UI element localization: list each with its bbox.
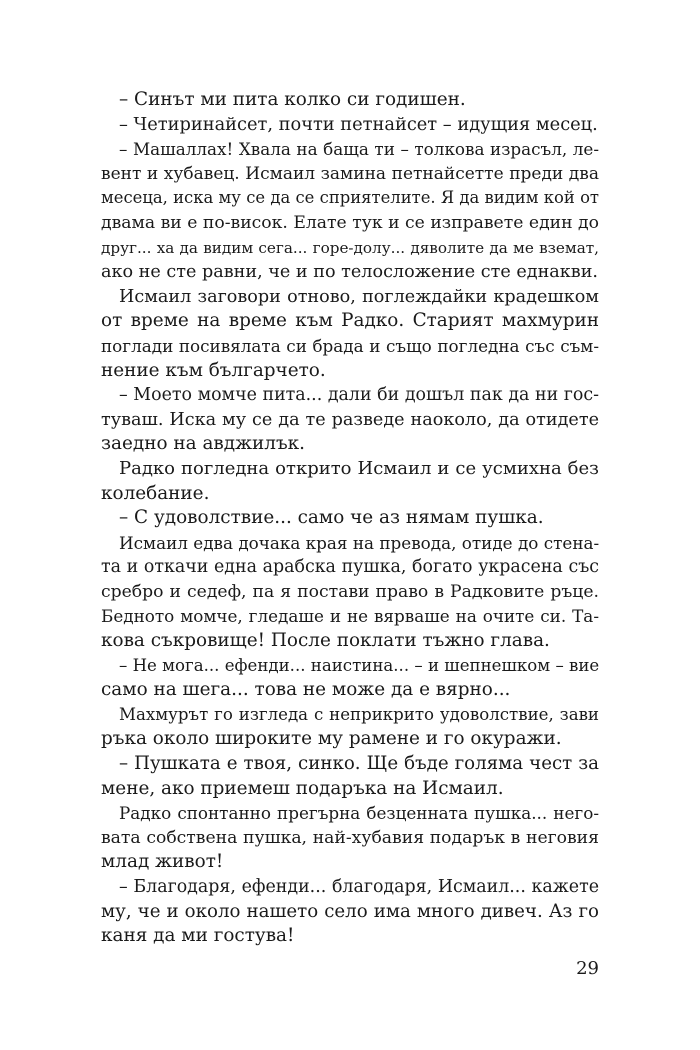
text-line: Бедното момче, гледаше и не вярваше на очите си. Та-: [101, 606, 599, 627]
text-line: вата собствена пушка, най-хубавия подарък в неговия: [101, 827, 599, 848]
text-line: ако не сте равни, че и по телосложение сте еднакви.: [101, 262, 599, 283]
text-line: Исмаил заговори отново, поглеждайки крадешком: [119, 286, 599, 307]
text-line: друг... ха да видим сега... горе-долу... дяволите да ме вземат,: [101, 238, 599, 257]
text-line: – Не мога... ефенди... наистина... – и шепнешком – вие: [119, 655, 600, 675]
text-line: ръка около широките му рамене и го окуражи.: [101, 728, 562, 750]
paragraph: [101, 801, 599, 875]
text-line: та и откачи една арабска пушка, богато украсена със: [101, 557, 599, 578]
text-line: Радко погледна открито Исмаил и се усмихна без: [119, 457, 599, 479]
text-line: Радко спонтанно прегърна безценната пушка... него-: [119, 803, 599, 824]
text-line: от време на време към Радко. Старият махмурин: [101, 310, 599, 332]
text-line: месеца, иска му се да се сприятелите. Я да видим кой от: [101, 188, 599, 208]
paragraph: [101, 137, 599, 285]
body-text: [101, 88, 599, 949]
paragraph: [101, 383, 599, 457]
paragraph: [101, 285, 599, 383]
text-line: поглади посивялата си брада и също погледна със съм-: [101, 335, 599, 356]
paragraph: [101, 531, 599, 654]
paragraph: [101, 113, 599, 138]
paragraph: [101, 703, 599, 752]
text-line: колебание.: [101, 482, 210, 504]
text-line: Исмаил едва дочака края на превода, отиде до стена-: [119, 532, 600, 553]
text-line: – Моето момче пита... дали би дошъл пак да ни гос-: [119, 385, 599, 406]
text-line: вент и хубавец. Исмаил замина петнайсетте преди два: [101, 163, 599, 184]
text-line: Махмурът го изгледа с неприкрито удоволствие, зави: [119, 704, 599, 724]
text-line: сребро и седеф, па я постави право в Радковите ръце.: [101, 581, 599, 602]
paragraph: [101, 506, 599, 531]
text-line: само на шега... това не може да е вярно...: [101, 679, 511, 701]
text-line: заедно на авджилък.: [101, 433, 305, 455]
text-line: нение към българчето.: [101, 359, 326, 381]
paragraph: [101, 752, 599, 801]
page-number: 29: [576, 958, 599, 979]
text-line: му, че и около нашето село има много дивеч. Аз го: [101, 900, 599, 922]
text-line: – С удоволствие... само че аз нямам пушка.: [119, 507, 544, 529]
text-line: – Пушката е твоя, синко. Ще бъде голяма чест за: [119, 753, 599, 775]
text-line: мене, ако приемеш подаръка на Исмаил.: [101, 777, 504, 799]
paragraph: [101, 457, 599, 506]
text-line: млад живот!: [101, 851, 224, 873]
paragraph: [101, 875, 599, 949]
text-line: двама ви е по-висок. Елате тук и се изправете един до: [101, 212, 599, 233]
text-line: – Благодаря, ефенди... благодаря, Исмаил... кажете: [119, 877, 599, 897]
paragraph: [101, 88, 599, 113]
text-line: – Четиринайсет, почти петнайсет – идущия месец.: [119, 113, 598, 135]
text-line: туваш. Иска му се да те разведе наоколо, да отидете: [101, 409, 599, 430]
paragraph: [101, 654, 599, 703]
text-line: – Синът ми пита колко си годишен.: [119, 89, 466, 110]
text-line: – Машаллах! Хвала на баща ти – толкова израсъл, ле-: [119, 139, 599, 160]
text-line: кова съкровище! После поклати тъжно глава.: [101, 630, 550, 652]
text-line: каня да ми гостува!: [101, 925, 295, 947]
